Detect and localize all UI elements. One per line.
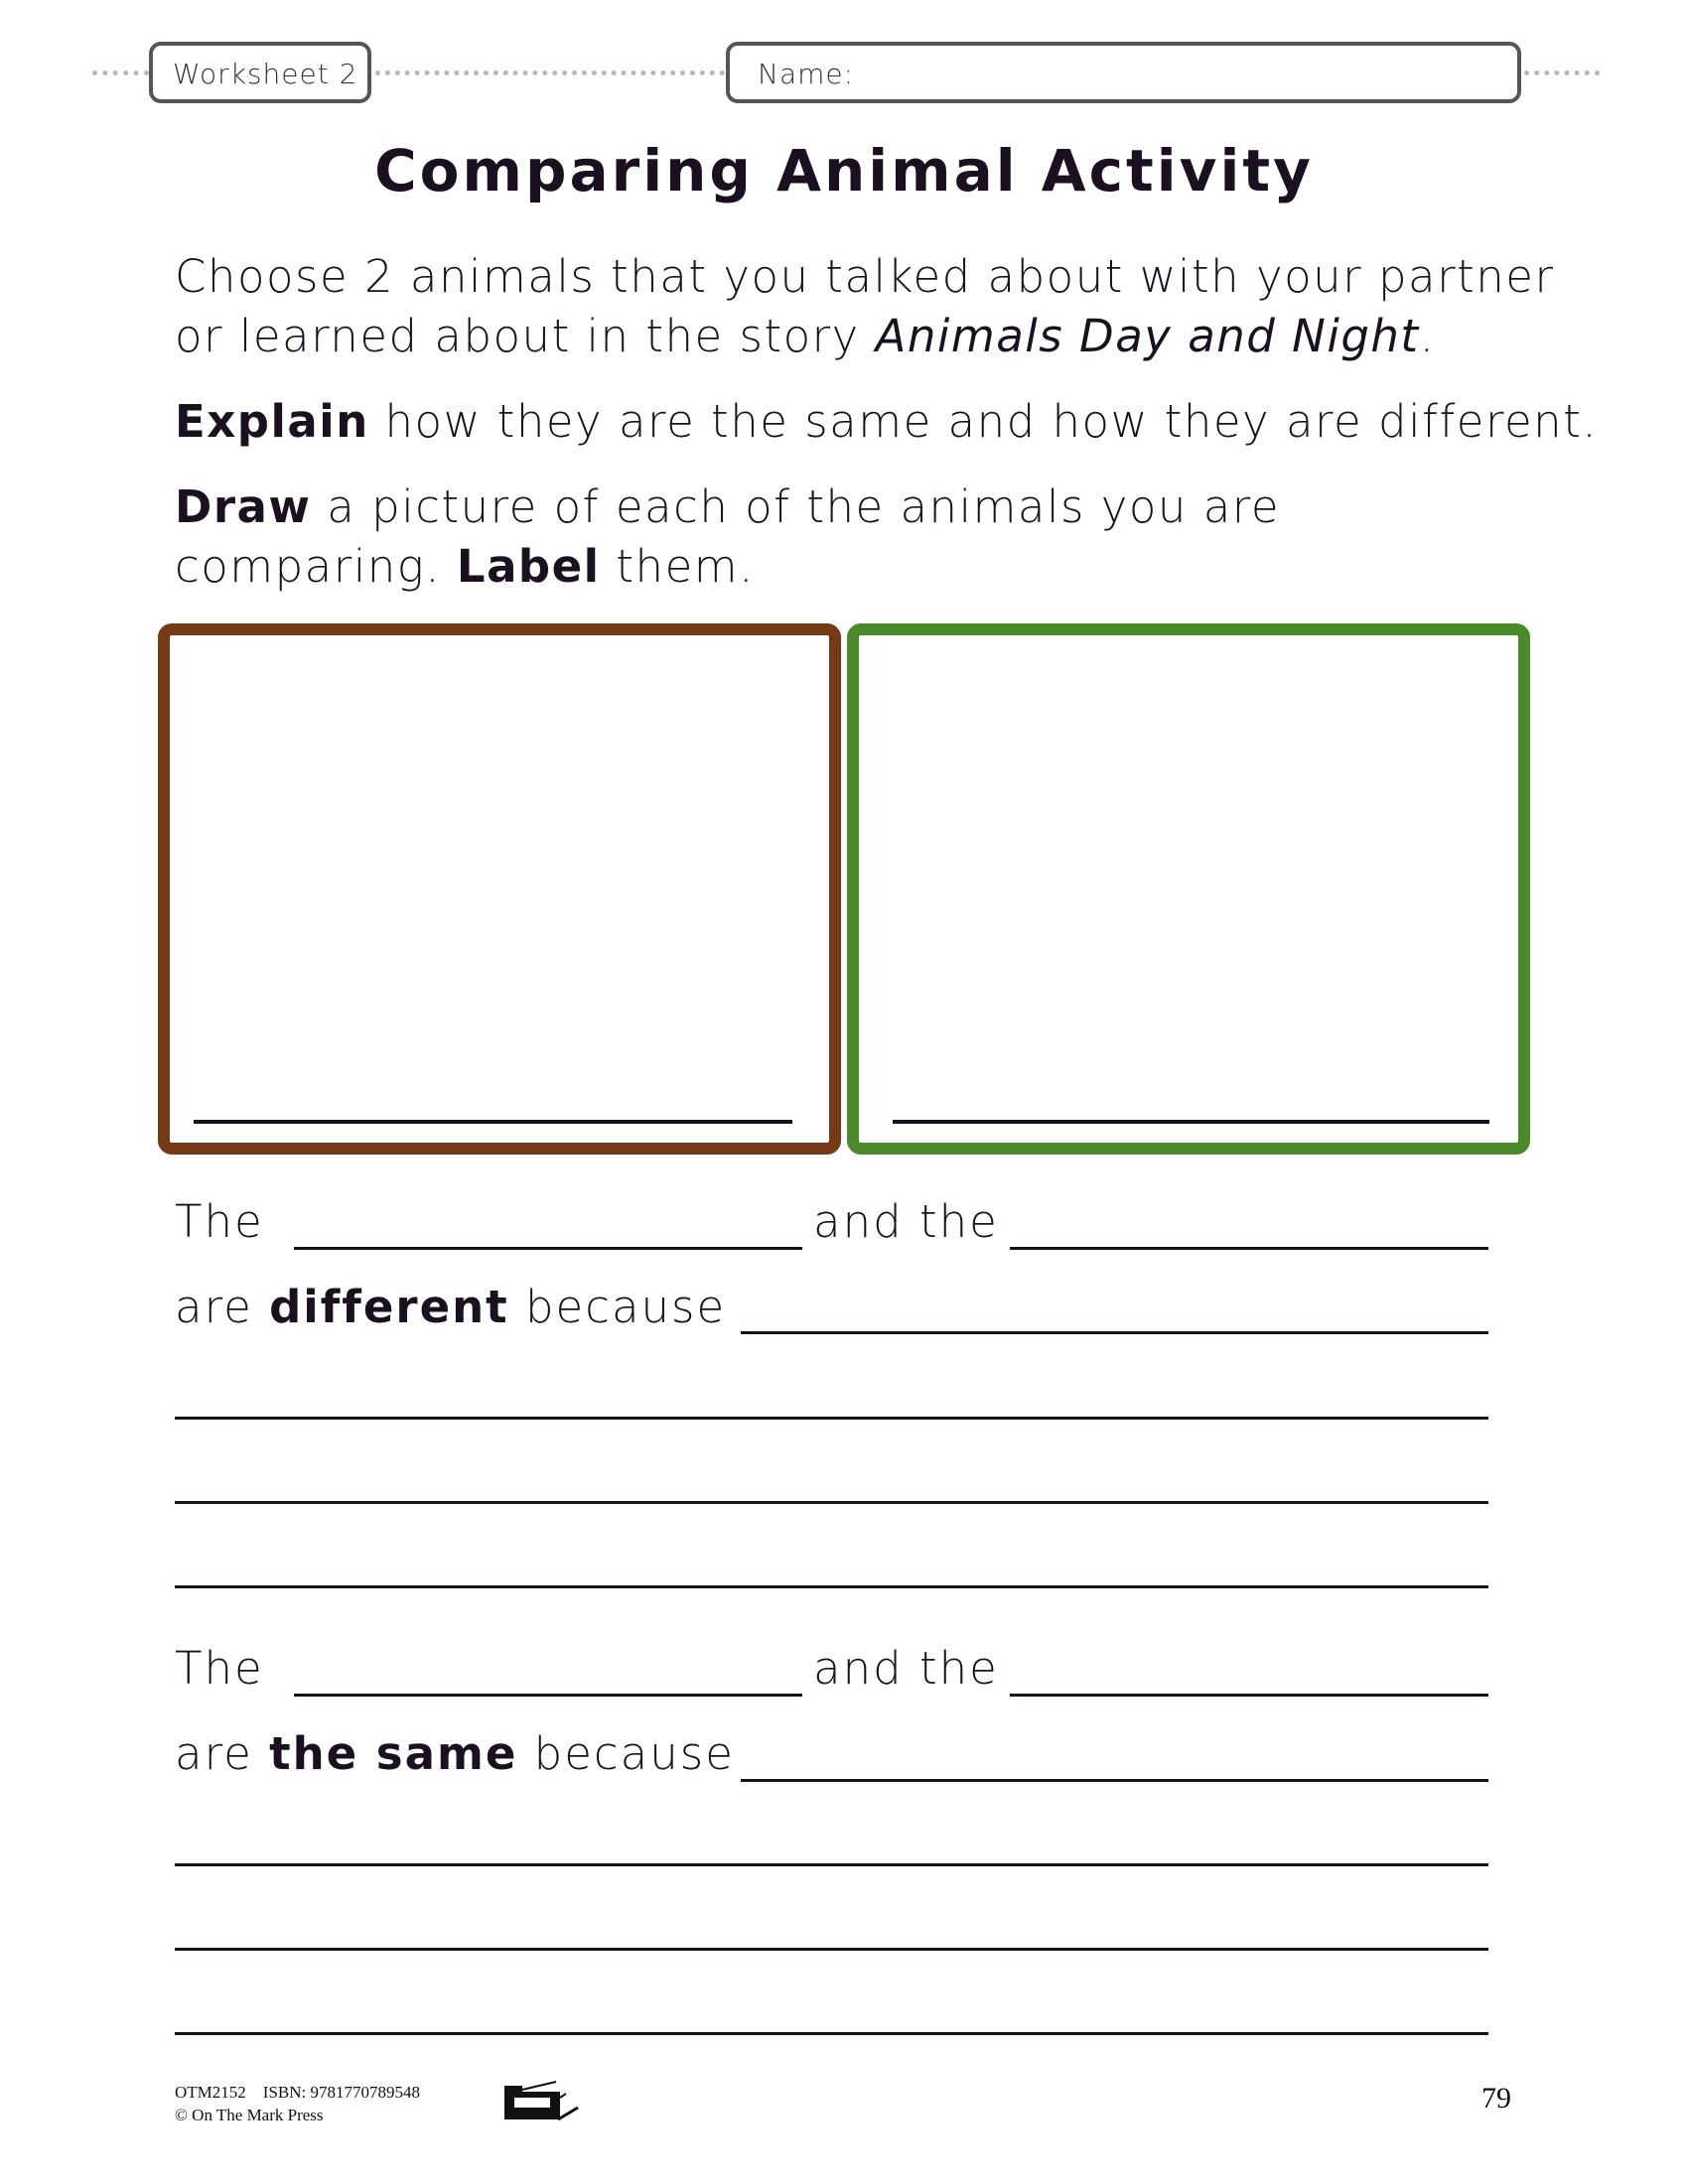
- stem-text: because: [517, 1727, 735, 1780]
- isbn: ISBN: 9781770789548: [262, 2083, 420, 2102]
- same-the-text: The: [175, 1642, 264, 1695]
- name-label: Name:: [758, 58, 855, 90]
- same-animal-2-blank[interactable]: [1010, 1694, 1488, 1697]
- draw-instruction-line-2: [175, 540, 755, 593]
- same-animal-1-blank[interactable]: [294, 1694, 802, 1697]
- same-writing-line-1[interactable]: [175, 1863, 1488, 1866]
- animal-2-drawing-box[interactable]: [847, 623, 1530, 1155]
- draw-instruction-line-1: [175, 480, 1280, 533]
- different-writing-line-3[interactable]: [175, 1585, 1488, 1588]
- same-keyword: the same: [269, 1727, 518, 1780]
- different-writing-line-1[interactable]: [175, 1417, 1488, 1420]
- same-writing-line-2[interactable]: [175, 1948, 1488, 1951]
- worksheet-label: Worksheet 2: [173, 58, 358, 90]
- same-and-the-text: and the: [813, 1642, 999, 1695]
- different-keyword: different: [269, 1281, 509, 1333]
- explain-keyword: Explain: [175, 395, 369, 448]
- product-code: OTM2152: [175, 2083, 246, 2102]
- instruction-text: .: [1419, 310, 1436, 362]
- instruction-text: comparing.: [175, 540, 457, 593]
- instruction-text: them.: [600, 540, 755, 593]
- animal-1-drawing-box[interactable]: [158, 623, 841, 1155]
- story-title: Animals Day and Night: [875, 310, 1420, 362]
- animal-1-label-line[interactable]: [194, 1120, 792, 1124]
- different-animal-2-blank[interactable]: [1010, 1247, 1488, 1250]
- draw-keyword: Draw: [175, 480, 312, 533]
- animal-2-label-line[interactable]: [893, 1120, 1489, 1124]
- stem-text: are: [175, 1727, 270, 1780]
- instruction-text: a picture of each of the animals you are: [311, 480, 1281, 533]
- copyright: © On The Mark Press: [175, 2106, 324, 2124]
- different-the-text: The: [175, 1195, 264, 1248]
- instruction-line-1: [175, 250, 1554, 303]
- header-dotted-line-left: [92, 70, 149, 75]
- different-writing-line-2[interactable]: [175, 1501, 1488, 1504]
- name-field[interactable]: [726, 42, 1521, 103]
- different-reason-blank[interactable]: [741, 1331, 1488, 1334]
- footer-code-line: [175, 2083, 420, 2103]
- publisher-logo-icon: [502, 2080, 582, 2124]
- instruction-text: Choose 2 animals that you talked about with your partner: [175, 250, 1555, 303]
- stem-text: because: [508, 1281, 727, 1333]
- instruction-text: how they are the same and how they are different.: [368, 395, 1599, 448]
- same-writing-line-3[interactable]: [175, 2032, 1488, 2035]
- header-dotted-line-middle: [375, 70, 725, 75]
- stem-text: are: [175, 1281, 270, 1333]
- worksheet-label-box: [149, 42, 371, 103]
- page-title: Comparing Animal Activity: [374, 137, 1314, 205]
- page-number: 79: [1481, 2082, 1511, 2115]
- instruction-text: or learned about in the story: [175, 310, 876, 362]
- same-sentence-stem: [175, 1727, 735, 1780]
- same-reason-blank[interactable]: [741, 1779, 1488, 1782]
- label-keyword: Label: [456, 540, 601, 593]
- header-dotted-line-right: [1524, 70, 1600, 75]
- different-animal-1-blank[interactable]: [294, 1247, 802, 1250]
- instruction-line-2: [175, 310, 1435, 362]
- different-and-the-text: and the: [813, 1195, 999, 1248]
- explain-instruction: [175, 395, 1598, 448]
- different-sentence-stem: [175, 1281, 726, 1333]
